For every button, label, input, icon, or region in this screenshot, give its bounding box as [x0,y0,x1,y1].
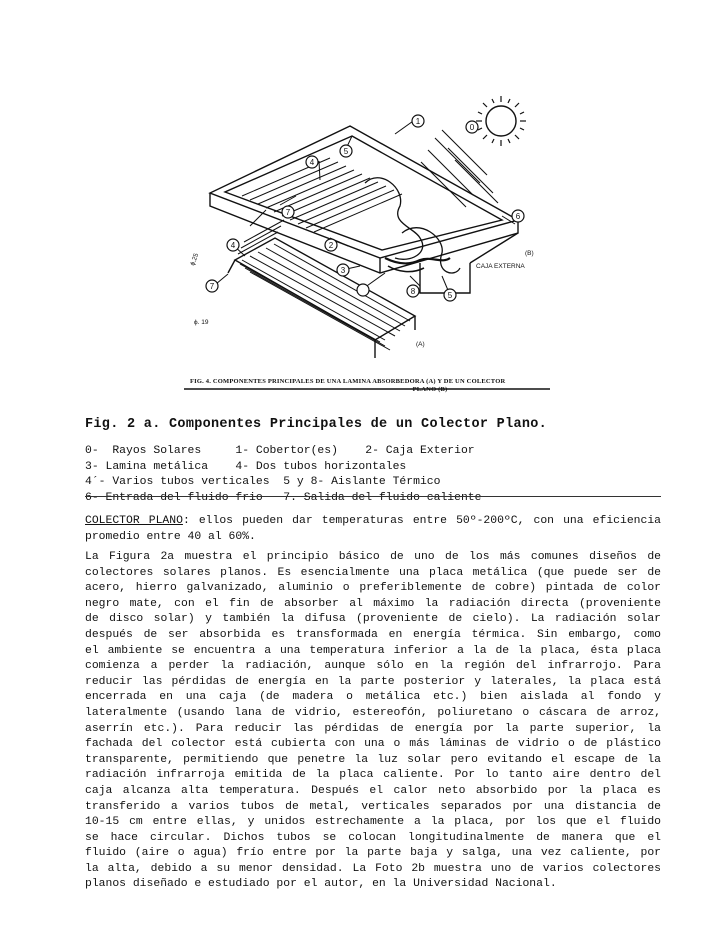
paragraph-colector-plano-text: : ellos pueden dar temperaturas entre 50º-200ºC, con una eficiencia promedio entre 40 al 60%. [85,515,661,543]
sun-icon [486,106,516,136]
legend-line: 3- Lamina metálica 4- Dos tubos horizontales [85,460,407,473]
label-b: (B) [525,250,534,257]
paragraph-line: aserrín etc.). Para reducir las pérdidas de energía por la parte superior, la [85,722,661,735]
figure-title-line2: PLANO (B) [412,386,448,393]
paragraph-line: lateralmente (usando lana de vidrio, estereofón, poliuretano o cáscara de arroz, [85,706,661,719]
legend-line: 0- Rayos Solares 1- Cobertor(es) 2- Caja Exterior [85,445,475,457]
callout-5a: 5 [343,147,349,156]
dim-phi-19: ϕ. 19 [194,319,209,326]
label-caja-externa: CAJA EXTERNA [476,263,525,270]
paragraph-line: radiación infrarroja emitida de la placa caliente. Por lo tanto aire dentro del [85,769,661,782]
paragraph-line: La Figura 2a muestra el principio básico de uno de los más comunes diseños de [85,551,661,563]
callout-7a: 7 [285,208,291,217]
callout-4a: 4 [309,158,315,167]
paragraph-line: acero, hierro galvanizado, aluminio o preferiblemente de cobre) pintada de color [85,582,661,595]
figure-title-line1: FIG. 4. COMPONENTES PRINCIPALES DE UNA LAMINA ABSORBEDORA (A) Y DE UN COLECTOR [190,378,506,385]
callout-4b: 4 [230,241,236,250]
paragraph-line: fluido (aire o agua) frío entre por la parte baja y salga, una vez caliente, por [85,847,661,860]
callout-0: 0 [469,123,475,132]
paragraph-line: fachada del colector está cubierta con una o más láminas de vidrio o de plástico [85,738,661,751]
collector-diagram [180,88,550,406]
callout-8: 8 [410,287,416,296]
legend-line: 4´- Varios tubos verticales 5 y 8- Aislante Térmico [85,476,441,488]
callout-1: 1 [415,117,421,126]
paragraph-line: planos diseñado e estudiado por el autor, en la Universidad Nacional. [85,878,557,891]
paragraph-line: después de ser absorbida es transformada en energía térmica. Sin embargo, como [85,628,661,641]
paragraph-line: la alta, debido a su menor densidad. La Foto 2b muestra uno de varios colectores [85,862,661,875]
legend-line: 6- Entrada del fluido frio 7. Salida del fluido caliente [85,491,482,504]
paragraph-line: encerrada en una caja (de madera o metálica etc.) bien aislada al fondo y [85,691,661,704]
callout-6: 6 [515,212,521,221]
callout-7b: 7 [209,282,215,291]
figure-caption: Fig. 2 a. Componentes Principales de un Colector Plano. [85,417,548,432]
figure-title [190,378,550,394]
paragraph-line: comienza a perder la radiación, aunque sólo en la región del infrarrojo. Para [85,660,661,673]
paragraph-line: se hace circular. Dichos tubos se colocan longitudinalmente de manera que el [85,831,661,844]
paragraph-line: reducir las pérdidas de energía en la parte posterior y laterales, la placa está [85,675,661,688]
paragraph-line: 10-15 cm entre ellas, y unidos estrechamente a la placa, por los que el fluido [85,816,661,829]
paragraph-line: transferido a varios tubos de metal, verticales separados por una distancia de [85,800,661,813]
dim-phi-25: ϕ.25 [189,252,201,267]
paragraph-line: el ambiente se encuentra a una temperatura inferior a la de la placa, ésta placa [85,644,661,657]
paragraph-line: colectores solares planos. Es esencialmente una placa metálica (que puede ser de [85,566,661,579]
paragraph-line: caja alcanza alta temperatura. Después el calor neto absorbido por la placa es [85,784,661,797]
divider [85,496,661,497]
callout-5b: 5 [447,291,453,300]
callout-3: 3 [340,266,346,275]
label-a: (A) [416,341,425,348]
paragraph-figura-2a [85,550,661,893]
paragraph-line: de disco solar) y también la difusa (proveniente de cielo). La radiación solar [85,613,661,626]
paragraph-line: negro mate, con el fin de absorber al máximo la radiación directa (proveniente [85,597,661,610]
callout-2: 2 [328,241,334,250]
paragraph-line: transparente, permitiendo que penetre la luz solar pero evitando el escape de la [85,753,661,766]
term-colector-plano: COLECTOR PLANO [85,515,183,527]
paragraph-colector-plano [85,514,661,545]
collector-drawing [180,88,550,406]
